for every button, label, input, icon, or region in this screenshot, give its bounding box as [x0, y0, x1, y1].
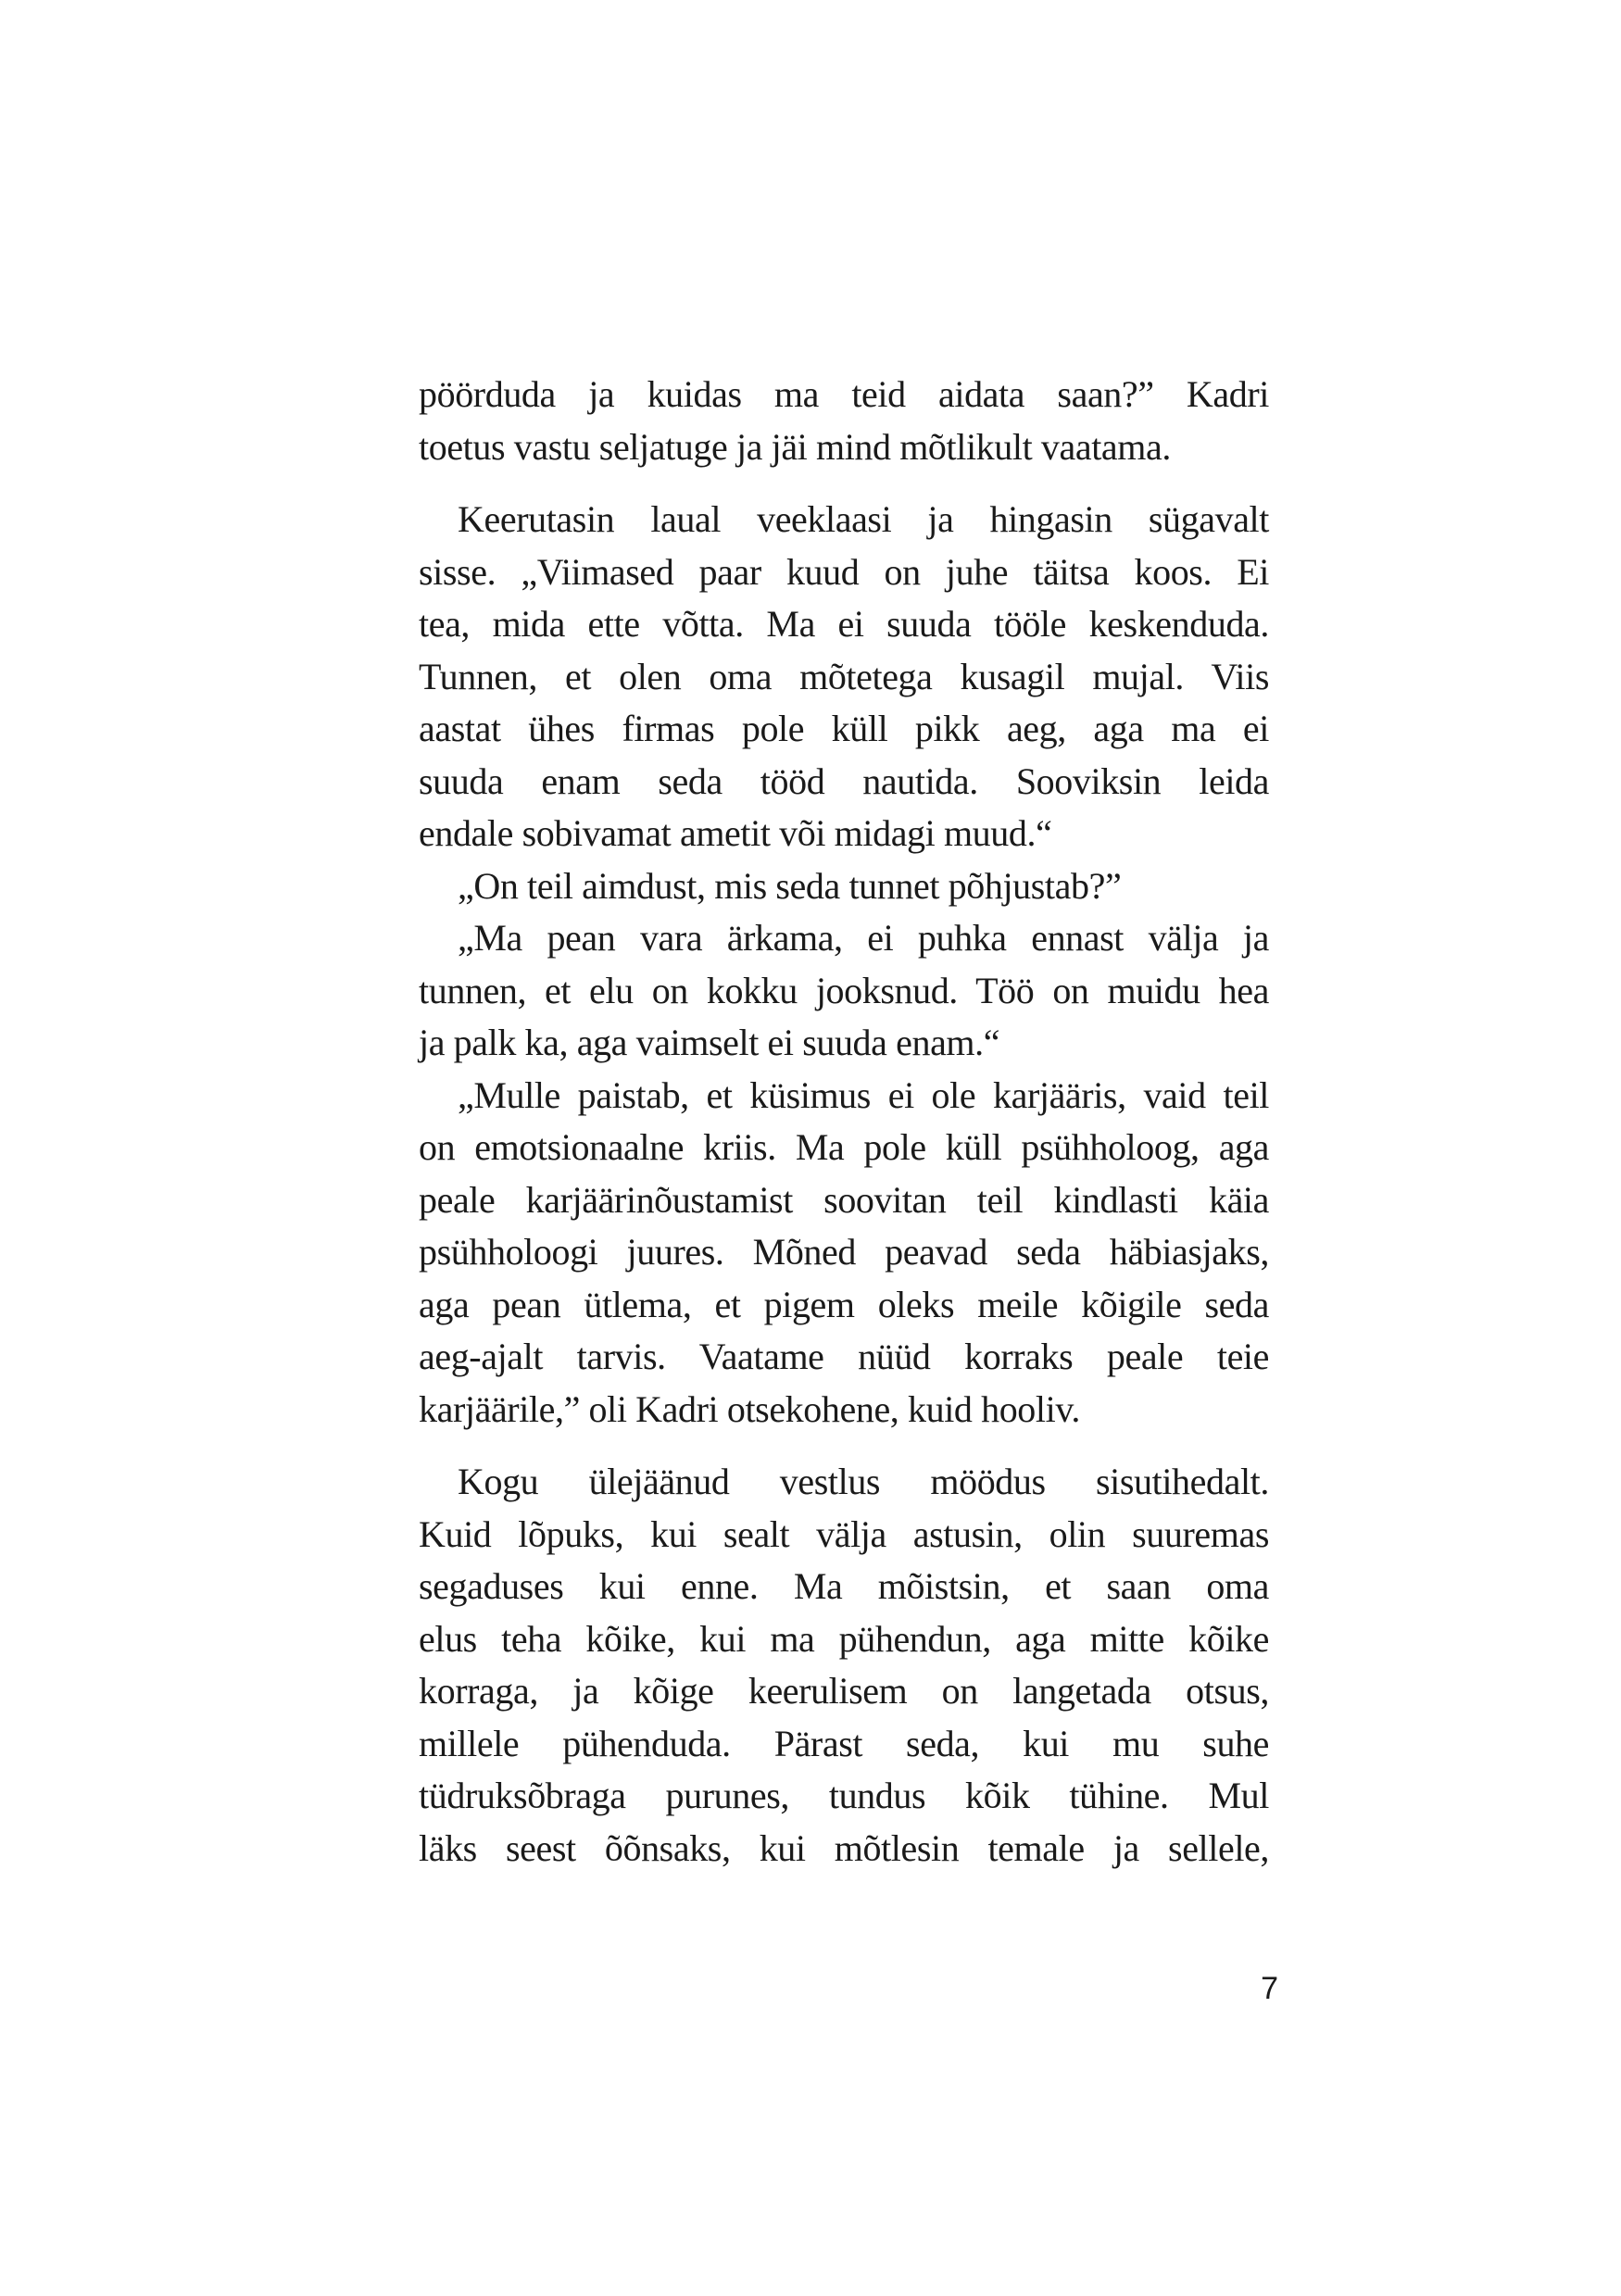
text-line: tüdruksõbraga purunes, tundus kõik tühine. Mul — [419, 1775, 1269, 1816]
text-line: tunnen, et elu on kokku jooksnud. Töö on muidu hea — [419, 969, 1269, 1011]
text-line: ja palk ka, aga vaimselt ei suuda enam.“ — [419, 1022, 1000, 1063]
text-line: suuda enam seda tööd nautida. Sooviksin leida — [419, 759, 1269, 802]
text-line: endale sobivamat ametit või midagi muud.“ — [419, 812, 1052, 854]
paragraph — [419, 369, 1269, 473]
text-line: segaduses kui enne. Ma mõistsin, et saan oma — [419, 1565, 1269, 1607]
text-line: aastat ühes firmas pole küll pikk aeg, aga ma ei — [419, 708, 1269, 749]
text-line: sisse. „Viimased paar kuud on juhe täitsa koos. Ei — [419, 550, 1269, 593]
text-line: psühholoogi juures. Mõned peavad seda häbiasjaks, — [419, 1231, 1269, 1273]
text-line: Tunnen, et olen oma mõtetega kusagil mujal. Viis — [419, 655, 1269, 697]
paragraph — [419, 912, 1269, 1070]
text-line: läks seest õõnsaks, kui mõtlesin temale ja sellele, — [419, 1826, 1269, 1869]
text-line: aga pean ütlema, et pigem oleks meile kõigile seda — [419, 1283, 1269, 1325]
text-line: „Ma pean vara ärkama, ei puhka ennast välja ja — [458, 917, 1269, 959]
page-number: 7 — [1261, 1971, 1278, 2006]
text-line: Keerutasin laual veeklaasi ja hingasin sügavalt — [458, 498, 1269, 540]
paragraph — [419, 494, 1269, 860]
paragraph — [419, 1456, 1269, 1875]
text-line: millele pühenduda. Pärast seda, kui mu suhe — [419, 1722, 1269, 1764]
text-line: tea, mida ette võtta. Ma ei suuda tööle keskenduda. — [419, 603, 1269, 645]
text-line: pöörduda ja kuidas ma teid aidata saan?” Kadri — [419, 373, 1269, 415]
text-line: „On teil aimdust, mis seda tunnet põhjustab?” — [458, 864, 1122, 907]
text-line: on emotsionaalne kriis. Ma pole küll psühholoog, aga — [419, 1126, 1269, 1168]
text-line: „Mulle paistab, et küsimus ei ole karjääris, vaid teil — [458, 1073, 1269, 1116]
text-line: elus teha kõike, kui ma pühendun, aga mitte kõike — [419, 1617, 1269, 1660]
text-line: aeg-ajalt tarvis. Vaatame nüüd korraks peale teie — [419, 1336, 1269, 1377]
paragraph — [419, 860, 1269, 913]
paragraph — [419, 1070, 1269, 1437]
text-line: karjäärile,” oli Kadri otsekohene, kuid hooliv. — [419, 1387, 1080, 1430]
text-line: korraga, ja kõige keerulisem on langetada otsus, — [419, 1670, 1269, 1712]
text-line: peale karjäärinõustamist soovitan teil kindlasti käia — [419, 1178, 1269, 1221]
body-text — [419, 369, 1269, 1875]
text-line: Kuid lõpuks, kui sealt välja astusin, olin suuremas — [419, 1512, 1269, 1555]
text-line: toetus vastu seljatuge ja jäi mind mõtlikult vaatama. — [419, 425, 1171, 468]
text-line: Kogu ülejäänud vestlus möödus sisutihedalt. — [458, 1461, 1269, 1502]
